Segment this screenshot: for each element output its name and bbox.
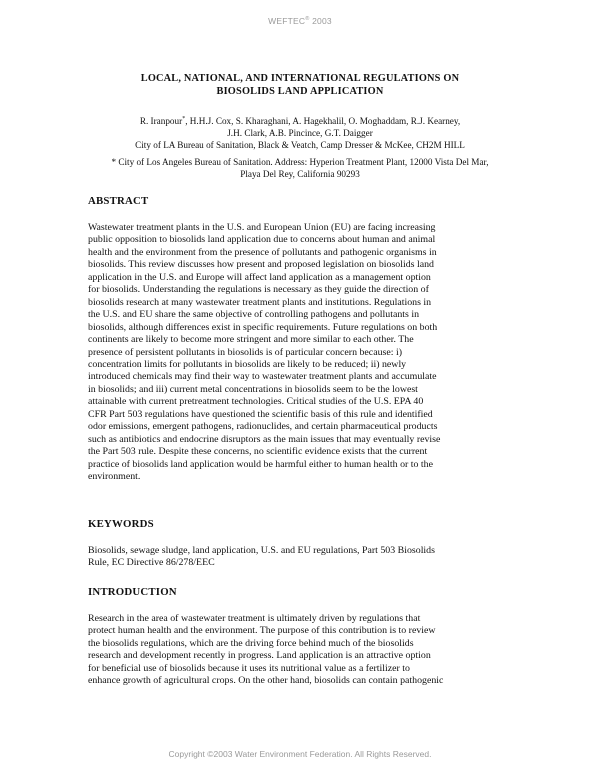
other-authors: , H.H.J. Cox, S. Kharaghani, A. Hagekhalil, O. Moghaddam, R.J. Kearney,	[185, 116, 461, 127]
introduction-line: the biosolids regulations, which are the driving force behind much of the biosolids	[88, 637, 414, 649]
abstract-line: the U.S. and EU share the same objective of controlling pathogens and pollutants in	[88, 309, 420, 321]
author-footnote	[70, 156, 530, 180]
author-footnote-mark: *	[182, 116, 186, 122]
introduction-line: Research in the area of wastewater treatment is ultimately driven by regulations that	[88, 613, 421, 624]
abstract-line: concentration limits for pollutants in biosolids are likely to be reduced; ii) newly	[88, 358, 407, 370]
abstract-line: Wastewater treatment plants in the U.S. and European Union (EU) are facing increasing	[88, 222, 436, 233]
introduction-line: for beneficial use of biosolids because it uses its nutritional value as a fertilizer to	[88, 662, 410, 674]
header-registered-mark: ®	[305, 16, 310, 23]
copyright-footer: Copyright ©2003 Water Environment Federation. All Rights Reserved.	[168, 749, 432, 759]
introduction-line: protect human health and the environment. The purpose of this contribution is to review	[88, 625, 436, 637]
abstract-line: CFR Part 503 regulations have questioned the scientific basis of this rule and identified	[88, 408, 433, 420]
abstract-line: attainable with current pretreatment technologies. Critical studies of the U.S. EPA 40	[88, 396, 424, 408]
author-line: J.H. Clark, A.B. Pincince, G.T. Daigger	[227, 128, 373, 139]
keywords-line: Rule, EC Directive 86/278/EEC	[88, 557, 215, 569]
abstract-line: such as antibiotics and endocrine disruptors as the main issues that may eventually revise	[88, 433, 441, 445]
author-block	[60, 113, 540, 151]
footnote-line: * City of Los Angeles Bureau of Sanitation. Address: Hyperion Treatment Plant, 12000 Vista Del Mar,	[111, 157, 489, 167]
title-line: BIOSOLIDS LAND APPLICATION	[216, 86, 384, 97]
keywords-line: Biosolids, sewage sludge, land application, U.S. and EU regulations, Part 503 Biosolids	[88, 545, 435, 556]
abstract-body	[88, 222, 518, 484]
running-header	[0, 16, 600, 26]
abstract-line: introduced chemicals may find their way to wastewater treatment plants and accumulate	[88, 371, 437, 383]
introduction-line: research and development recently in progress. Land application is an attractive option	[88, 650, 431, 662]
introduction-line: enhance growth of agricultural crops. On the other hand, biosolids can contain pathogenic	[88, 675, 444, 687]
abstract-line: in biosolids; and iii) current metal concentrations in biosolids seem to be the lowest	[88, 383, 418, 395]
keywords-body	[88, 545, 518, 570]
abstract-line: odor emissions, emergent pathogens, radionuclides, and certain pharmaceutical products	[88, 421, 438, 433]
abstract-line: the Part 503 rule. Despite these concerns, no scientific evidence exists that the current	[88, 446, 428, 458]
abstract-line: practice of biosolids land application would be harmful either to human health or to the	[88, 458, 433, 470]
abstract-line: biosolids, although differences exist in specific requirements. Future regulations on both	[88, 321, 438, 333]
keywords-heading: KEYWORDS	[88, 518, 154, 530]
abstract-line: application in the U.S. and Europe will affect land application as a management option	[88, 271, 431, 283]
introduction-body	[88, 613, 518, 688]
footnote-line: Playa Del Rey, California 90293	[240, 169, 360, 179]
abstract-line: health and the environment from the presence of pollutants and pathogenic organisms in	[88, 246, 437, 258]
title-line: LOCAL, NATIONAL, AND INTERNATIONAL REGULATIONS ON	[140, 73, 460, 84]
first-author: R. Iranpour	[139, 116, 183, 127]
abstract-line: biosolids research at many wastewater treatment plants and institutions. Regulations in	[88, 296, 432, 308]
abstract-line: environment.	[88, 471, 141, 483]
introduction-heading: INTRODUCTION	[88, 586, 177, 598]
abstract-line: for biosolids. Understanding the regulations is necessary as they guide the direction of	[88, 284, 429, 296]
header-year: 2003	[309, 16, 332, 26]
paper-title	[60, 72, 540, 98]
author-line	[60, 113, 540, 127]
abstract-heading: ABSTRACT	[88, 195, 149, 207]
header-text: WEFTEC	[268, 16, 306, 26]
abstract-line: presence of persistent pollutants in biosolids is of particular concern because: i)	[88, 346, 402, 358]
affiliation: City of LA Bureau of Sanitation, Black & Veatch, Camp Dresser & McKee, CH2M HILL	[135, 140, 465, 151]
abstract-line: continents are likely to become more stringent and more similar to each other. The	[88, 334, 414, 346]
abstract-line: biosolids. This review discusses how present and proposed legislation on biosolids land	[88, 259, 434, 271]
abstract-line: public opposition to biosolids land application due to concerns about human and animal	[88, 234, 436, 246]
